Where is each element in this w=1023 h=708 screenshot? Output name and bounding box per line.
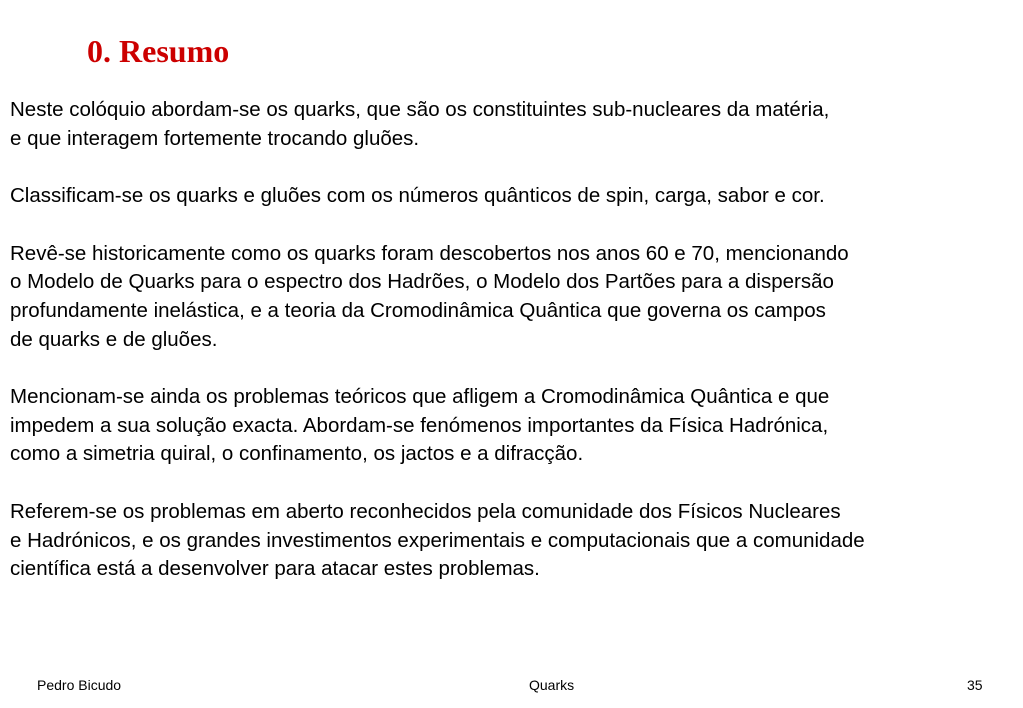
text-line: Neste colóquio abordam-se os quarks, que são os constituintes sub-nucleares da matéria,	[10, 98, 830, 121]
footer-topic: Quarks	[529, 677, 575, 693]
text-line: e que interagem fortemente trocando gluões.	[10, 126, 420, 150]
text-line: científica está a desenvolver para atacar estes problemas.	[10, 557, 540, 581]
text-line: como a simetria quiral, o confinamento, os jactos e a difracção.	[10, 442, 584, 466]
text-line: Revê-se historicamente como os quarks foram descobertos nos anos 60 e 70, mencionando	[10, 241, 849, 265]
footer-page-number: 35	[967, 677, 983, 693]
footer-author: Pedro Bicudo	[37, 677, 122, 693]
slide-title: 0. Resumo	[87, 33, 230, 69]
paragraph-problems	[10, 383, 1015, 469]
paragraph-classification	[10, 182, 1015, 211]
text-line: de quarks e de gluões.	[10, 327, 218, 351]
text-line: profundamente inelástica, e a teoria da Cromodinâmica Quântica que governa os campos	[10, 298, 826, 322]
paragraph-open-problems	[10, 498, 1015, 584]
text-line: Classificam-se os quarks e gluões com os números quânticos de spin, carga, sabor e cor.	[10, 184, 825, 208]
slide-body	[10, 96, 1015, 613]
text-line: Referem-se os problemas em aberto reconhecidos pela comunidade dos Físicos Nucleares	[10, 499, 841, 523]
paragraph-history	[10, 240, 1015, 354]
paragraph-intro	[10, 96, 1015, 153]
text-line: o Modelo de Quarks para o espectro dos Hadrões, o Modelo dos Partões para a dispersão	[10, 270, 834, 294]
text-line: impedem a sua solução exacta. Abordam-se fenómenos importantes da Física Hadrónica,	[10, 413, 829, 437]
text-line: e Hadrónicos, e os grandes investimentos experimentais e computacionais que a comunidade	[10, 528, 865, 552]
text-line: Mencionam-se ainda os problemas teóricos que afligem a Cromodinâmica Quântica e que	[10, 385, 830, 409]
